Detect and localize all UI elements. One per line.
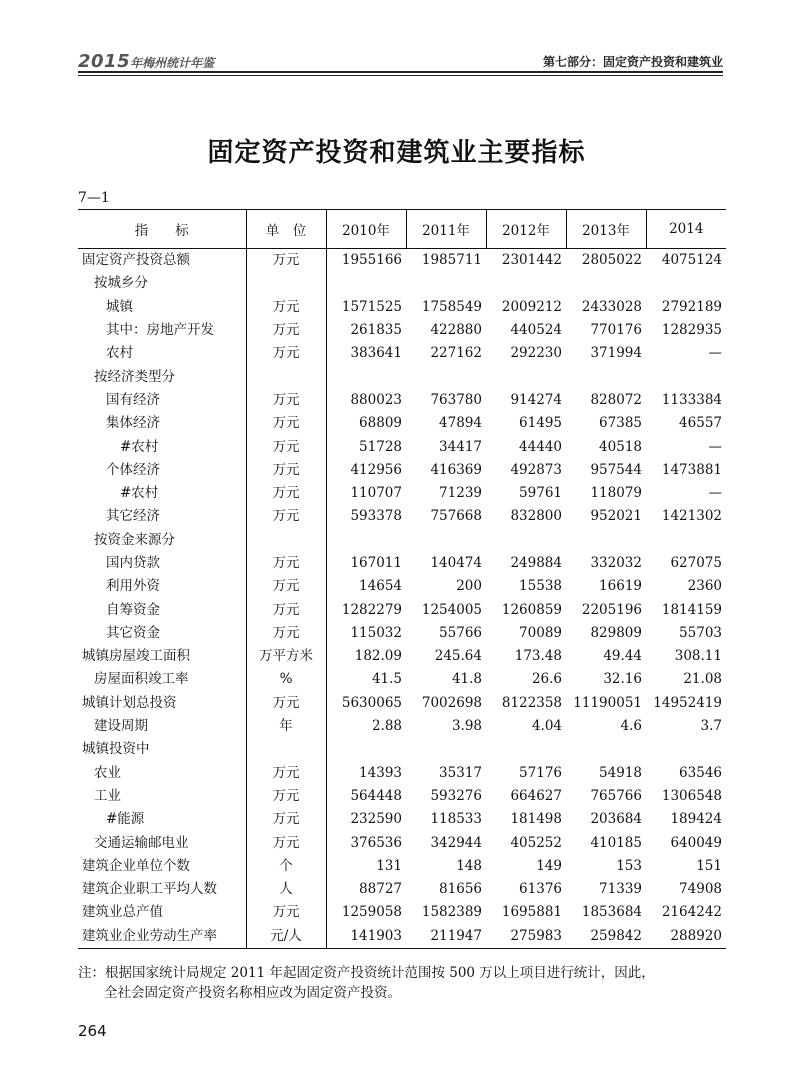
row-value: 71339 xyxy=(599,881,642,898)
row-unit: 万元 xyxy=(246,319,326,342)
row-value: 61495 xyxy=(519,415,562,432)
table-row xyxy=(78,435,726,458)
row-indicator: 交通运输邮电业 xyxy=(94,834,189,851)
row-value: 211947 xyxy=(406,925,486,949)
row-value: 189424 xyxy=(670,811,722,828)
row-value xyxy=(326,529,406,552)
row-unit xyxy=(246,738,326,761)
row-value: 1306548 xyxy=(661,787,722,804)
row-value: 1254005 xyxy=(421,601,482,618)
yearbook-title xyxy=(78,51,214,72)
row-indicator: 自筹资金 xyxy=(106,601,160,618)
row-value: 15538 xyxy=(519,578,562,595)
row-unit: 万元 xyxy=(246,412,326,435)
row-value: 828072 xyxy=(590,391,642,408)
row-value: 405252 xyxy=(510,834,562,851)
table-row xyxy=(78,808,726,831)
yearbook-name: 年梅州统计年鉴 xyxy=(130,56,215,70)
row-value xyxy=(486,272,566,295)
row-value: 41.5 xyxy=(371,671,402,688)
row-value: 34417 xyxy=(439,438,482,455)
row-value xyxy=(406,272,486,295)
row-value: 55766 xyxy=(439,624,482,641)
row-value: 308.11 xyxy=(674,648,722,665)
row-unit: 万元 xyxy=(246,552,326,575)
row-value: 88727 xyxy=(359,881,402,898)
column-header-year: 2011年 xyxy=(406,210,486,249)
row-value: 376536 xyxy=(350,834,402,851)
footnote xyxy=(78,963,728,1003)
row-value: 47894 xyxy=(439,415,482,432)
table-row xyxy=(78,459,726,482)
table-row xyxy=(78,389,726,412)
row-value: 4.6 xyxy=(620,718,642,735)
row-value: 153 xyxy=(616,857,642,874)
table-row xyxy=(78,668,726,691)
row-value: 140474 xyxy=(430,555,482,571)
row-value: 2301442 xyxy=(501,252,562,269)
row-value xyxy=(326,365,406,388)
table-row xyxy=(78,249,726,273)
table-row xyxy=(78,552,726,575)
row-value: 8122358 xyxy=(501,694,562,711)
yearbook-year: 2015 xyxy=(78,51,131,72)
row-value: 68809 xyxy=(359,415,402,432)
row-value: 173.48 xyxy=(514,648,562,665)
row-value: 14393 xyxy=(359,764,402,781)
indicator-table xyxy=(78,209,726,949)
row-value: 763780 xyxy=(430,391,482,408)
row-value: 14654 xyxy=(359,578,402,595)
row-value: 261835 xyxy=(350,322,402,339)
row-value: 149 xyxy=(536,857,562,874)
row-value: — xyxy=(708,345,722,362)
row-value: 70089 xyxy=(519,624,562,641)
row-value: 71239 xyxy=(439,485,482,502)
row-indicator: 建筑企业职工平均人数 xyxy=(82,881,217,898)
row-indicator: #农村 xyxy=(120,485,159,502)
row-value: 232590 xyxy=(350,811,402,828)
row-unit: 万元 xyxy=(246,762,326,785)
row-value: 2360 xyxy=(687,578,722,595)
row-value: 342944 xyxy=(430,834,482,851)
row-value: 16619 xyxy=(599,578,642,595)
row-value: 2433028 xyxy=(581,298,642,315)
row-unit: 人 xyxy=(246,878,326,901)
row-value: 2.88 xyxy=(371,718,402,735)
row-value: 332032 xyxy=(590,555,642,571)
row-value: 61376 xyxy=(519,881,562,898)
row-value: 957544 xyxy=(590,461,642,478)
table-row xyxy=(78,342,726,365)
row-unit: 万元 xyxy=(246,296,326,319)
row-value: 110707 xyxy=(350,485,402,502)
row-unit: 万元 xyxy=(246,435,326,458)
row-value: 4.04 xyxy=(531,718,562,735)
section-title: 第七部分：固定资产投资和建筑业 xyxy=(542,55,723,69)
row-unit: 万元 xyxy=(246,831,326,854)
row-value xyxy=(646,272,726,295)
row-value: 1133384 xyxy=(661,391,722,408)
row-value: 32.16 xyxy=(603,671,642,688)
table-row xyxy=(78,901,726,924)
row-value: 227162 xyxy=(430,345,482,362)
row-value: 412956 xyxy=(350,461,402,478)
row-indicator: 其它经济 xyxy=(106,508,160,525)
row-indicator: 集体经济 xyxy=(106,415,160,432)
column-header-unit: 单 位 xyxy=(246,210,326,249)
row-value: 292230 xyxy=(510,345,562,362)
table-row xyxy=(78,296,726,319)
row-value: 49.44 xyxy=(603,648,642,665)
row-indicator: 工业 xyxy=(94,787,121,804)
table-body xyxy=(78,249,726,949)
row-unit: 元/人 xyxy=(246,925,326,949)
row-indicator: 城镇房屋竣工面积 xyxy=(82,648,190,665)
row-value xyxy=(566,529,646,552)
row-value: 640049 xyxy=(670,834,722,851)
row-indicator: 其它资金 xyxy=(106,624,160,641)
row-value: 2805022 xyxy=(581,252,642,269)
row-value: 46557 xyxy=(679,415,722,432)
row-value: 593378 xyxy=(350,508,402,525)
row-unit: 万元 xyxy=(246,622,326,645)
row-value: 245.64 xyxy=(434,648,482,665)
table-row xyxy=(78,319,726,342)
row-unit: % xyxy=(246,668,326,691)
table-row xyxy=(78,412,726,435)
column-header-year: 2014 xyxy=(646,210,726,249)
row-value: 2792189 xyxy=(661,298,722,315)
row-value: 7002698 xyxy=(421,694,482,711)
row-value: 914274 xyxy=(510,391,562,408)
row-value: 765766 xyxy=(590,787,642,804)
row-unit: 万元 xyxy=(246,901,326,924)
row-value: 59761 xyxy=(519,485,562,502)
row-value: 757668 xyxy=(430,508,482,525)
row-value: 131 xyxy=(376,857,402,874)
footnote-line: 全社会固定资产投资名称相应改为固定资产投资。 xyxy=(104,985,401,1001)
row-indicator: 固定资产投资总额 xyxy=(82,252,190,269)
table-row xyxy=(78,365,726,388)
table-row xyxy=(78,715,726,738)
row-value xyxy=(406,738,486,761)
row-indicator: 建设周期 xyxy=(94,718,148,735)
row-value: 1814159 xyxy=(661,601,722,618)
row-value xyxy=(486,529,566,552)
row-value: 1955166 xyxy=(341,252,402,269)
row-value: 1758549 xyxy=(421,298,482,315)
row-indicator: 农业 xyxy=(94,764,121,781)
row-value: 148 xyxy=(456,857,482,874)
row-value: 492873 xyxy=(510,461,562,478)
row-indicator: 城镇投资中 xyxy=(82,741,150,758)
row-value: 167011 xyxy=(350,555,402,571)
row-value: 141903 xyxy=(326,925,406,949)
row-value xyxy=(646,365,726,388)
row-value: 422880 xyxy=(430,322,482,339)
row-indicator: 房屋面积竣工率 xyxy=(94,671,189,688)
row-unit: 万元 xyxy=(246,598,326,621)
table-row xyxy=(78,645,726,668)
row-unit xyxy=(246,272,326,295)
row-value: 1282279 xyxy=(341,601,402,618)
row-unit: 万元 xyxy=(246,482,326,505)
row-indicator: 国内贷款 xyxy=(106,555,160,571)
row-value: 203684 xyxy=(590,811,642,828)
row-value xyxy=(646,738,726,761)
row-value: 249884 xyxy=(510,555,562,571)
row-value: 1571525 xyxy=(341,298,402,315)
header-rule-thin xyxy=(78,75,723,76)
column-header-year: 2013年 xyxy=(566,210,646,249)
table-row xyxy=(78,505,726,528)
row-unit: 万元 xyxy=(246,459,326,482)
row-value xyxy=(326,272,406,295)
footnote-line: 注：根据国家统计局规定 2011 年起固定资产投资统计范围按 500 万以上项目进行统计，因此， xyxy=(78,965,655,981)
row-value: 416369 xyxy=(430,461,482,478)
row-value: 3.98 xyxy=(451,718,482,735)
table-header-row xyxy=(78,210,726,249)
column-header-year: 2010年 xyxy=(326,210,406,249)
row-value xyxy=(646,529,726,552)
row-indicator: 城镇计划总投资 xyxy=(82,694,177,711)
row-unit: 万元 xyxy=(246,342,326,365)
table-row xyxy=(78,855,726,878)
row-value: 288920 xyxy=(646,925,726,949)
row-value: 118079 xyxy=(590,485,642,502)
row-unit: 万元 xyxy=(246,785,326,808)
row-indicator: 建筑业企业劳动生产率 xyxy=(78,925,246,949)
column-header-year: 2012年 xyxy=(486,210,566,249)
row-value: 829809 xyxy=(590,624,642,641)
row-value: 627075 xyxy=(670,555,722,571)
row-value: 664627 xyxy=(510,787,562,804)
row-value: 3.7 xyxy=(700,718,722,735)
row-indicator: 建筑业总产值 xyxy=(82,904,163,921)
table-row xyxy=(78,738,726,761)
table-row xyxy=(78,831,726,854)
row-value xyxy=(566,272,646,295)
row-value: 2164242 xyxy=(661,904,722,921)
row-unit: 万元 xyxy=(246,249,326,273)
column-header-indicator: 指 标 xyxy=(78,210,246,249)
row-value: 440524 xyxy=(510,322,562,339)
row-unit xyxy=(246,365,326,388)
row-value: 1421302 xyxy=(661,508,722,525)
row-value: 564448 xyxy=(350,787,402,804)
row-value xyxy=(406,529,486,552)
row-value xyxy=(326,738,406,761)
row-value xyxy=(566,365,646,388)
page-title: 固定资产投资和建筑业主要指标 xyxy=(207,138,586,168)
row-indicator: #农村 xyxy=(120,438,159,455)
row-value: 67385 xyxy=(599,415,642,432)
row-value: 14952419 xyxy=(653,694,722,711)
row-value: 11190051 xyxy=(573,694,642,711)
row-value: 40518 xyxy=(599,438,642,455)
row-value: 832800 xyxy=(510,508,562,525)
row-indicator: 按经济类型分 xyxy=(94,368,175,385)
row-value: 26.6 xyxy=(531,671,562,688)
row-value: 383641 xyxy=(350,345,402,362)
row-value: 51728 xyxy=(359,438,402,455)
row-value: 54918 xyxy=(599,764,642,781)
row-unit: 万平方米 xyxy=(246,645,326,668)
table-row xyxy=(78,272,726,295)
row-value: 4075124 xyxy=(661,252,722,269)
row-value: 410185 xyxy=(590,834,642,851)
header-rule xyxy=(78,71,723,73)
row-value: 1695881 xyxy=(501,904,562,921)
table-row xyxy=(78,622,726,645)
row-value: 593276 xyxy=(430,787,482,804)
row-indicator: 按城乡分 xyxy=(94,275,148,292)
row-value: 21.08 xyxy=(683,671,722,688)
row-value: 952021 xyxy=(590,508,642,525)
row-value: 63546 xyxy=(679,764,722,781)
table-row xyxy=(78,482,726,505)
table-row xyxy=(78,762,726,785)
row-value: 41.8 xyxy=(451,671,482,688)
row-indicator: 其中：房地产开发 xyxy=(106,322,214,339)
row-value: 371994 xyxy=(590,345,642,362)
row-value: 1259058 xyxy=(341,904,402,921)
row-unit xyxy=(246,529,326,552)
row-value xyxy=(486,738,566,761)
row-value: — xyxy=(708,485,722,502)
row-unit: 万元 xyxy=(246,505,326,528)
row-unit: 个 xyxy=(246,855,326,878)
row-value: 880023 xyxy=(350,391,402,408)
row-value: 74908 xyxy=(679,881,722,898)
row-unit: 万元 xyxy=(246,389,326,412)
table-row xyxy=(78,598,726,621)
row-value: — xyxy=(708,438,722,455)
row-value: 770176 xyxy=(590,322,642,339)
row-value: 1985711 xyxy=(421,252,482,269)
row-indicator: 城镇 xyxy=(106,298,133,315)
table-row xyxy=(78,529,726,552)
row-value: 1853684 xyxy=(581,904,642,921)
row-value: 2205196 xyxy=(581,601,642,618)
row-value: 1282935 xyxy=(661,322,722,339)
row-value: 81656 xyxy=(439,881,482,898)
table-code: 7—1 xyxy=(78,190,110,206)
row-value: 200 xyxy=(456,578,482,595)
row-value xyxy=(406,365,486,388)
row-value xyxy=(486,365,566,388)
row-value: 2009212 xyxy=(501,298,562,315)
row-value: 151 xyxy=(696,857,722,874)
row-indicator: 个体经济 xyxy=(106,461,160,478)
row-unit: 万元 xyxy=(246,808,326,831)
row-value: 1473881 xyxy=(661,461,722,478)
row-unit: 万元 xyxy=(246,575,326,598)
row-indicator: 建筑企业单位个数 xyxy=(82,857,190,874)
row-value: 181498 xyxy=(510,811,562,828)
table-row xyxy=(78,575,726,598)
row-value: 182.09 xyxy=(354,648,402,665)
row-indicator: 农村 xyxy=(106,345,133,362)
row-value: 259842 xyxy=(566,925,646,949)
row-value: 44440 xyxy=(519,438,562,455)
row-value: 55703 xyxy=(679,624,722,641)
row-value: 1260859 xyxy=(501,601,562,618)
table-row xyxy=(78,925,726,949)
table-row xyxy=(78,692,726,715)
row-indicator: #能源 xyxy=(106,811,145,828)
row-value: 1582389 xyxy=(421,904,482,921)
table-row xyxy=(78,878,726,901)
page-number: 264 xyxy=(78,1022,107,1040)
row-value: 275983 xyxy=(486,925,566,949)
row-value: 5630065 xyxy=(341,694,402,711)
table-row xyxy=(78,785,726,808)
row-unit: 年 xyxy=(246,715,326,738)
row-unit: 万元 xyxy=(246,692,326,715)
row-value xyxy=(566,738,646,761)
row-indicator: 国有经济 xyxy=(106,391,160,408)
row-indicator: 利用外资 xyxy=(106,578,160,595)
row-value: 35317 xyxy=(439,764,482,781)
row-value: 57176 xyxy=(519,764,562,781)
row-value: 115032 xyxy=(350,624,402,641)
row-value: 118533 xyxy=(430,811,482,828)
row-indicator: 按资金来源分 xyxy=(94,531,175,548)
